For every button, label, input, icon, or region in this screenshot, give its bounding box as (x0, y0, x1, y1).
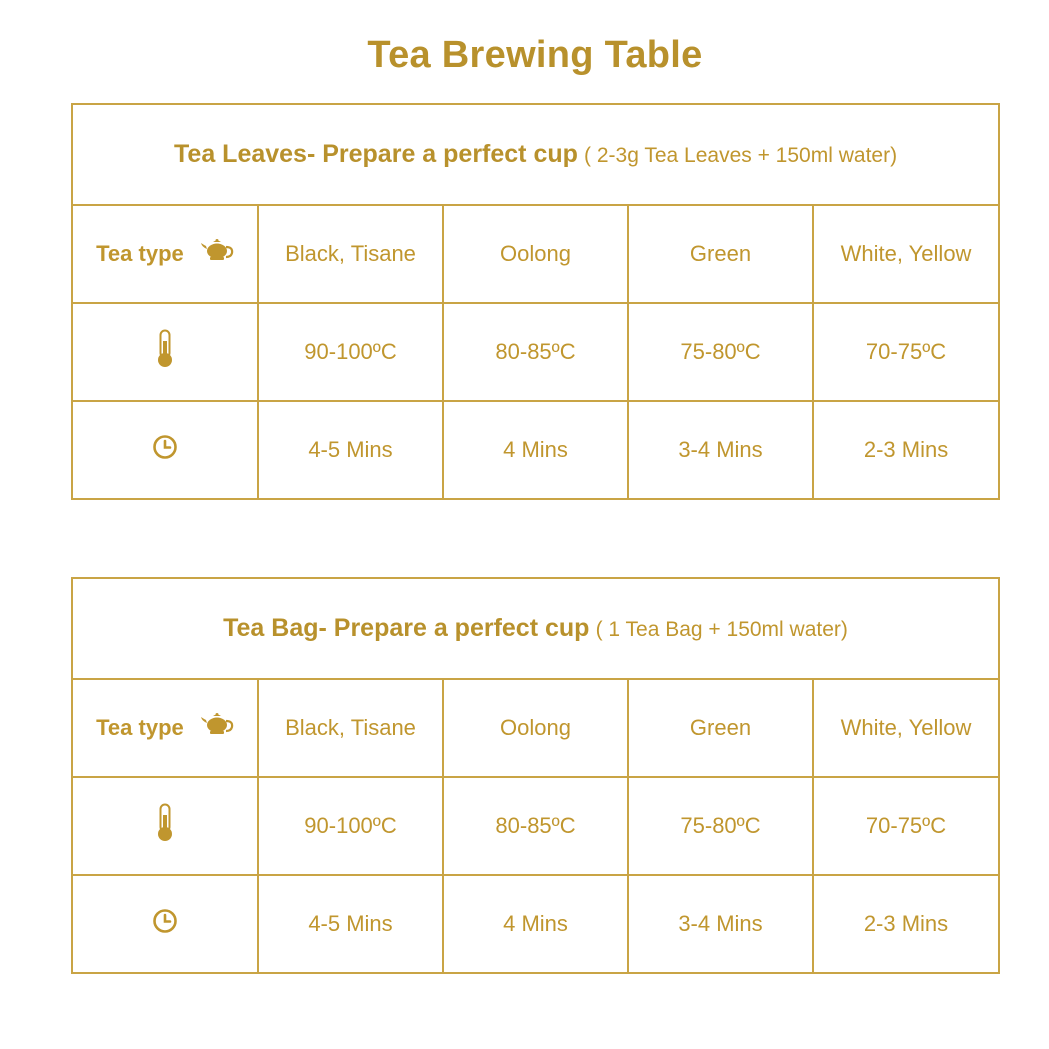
time-row (72, 875, 999, 973)
tea-type-label-cell (72, 679, 258, 777)
teapot-icon (200, 713, 234, 741)
table-header-subtitle: ( 1 Tea Bag + 150ml water) (595, 618, 848, 641)
temperature-label-cell (72, 777, 258, 875)
tea-type-row (72, 679, 999, 777)
tea-type-cell: White, Yellow (813, 205, 999, 303)
time-cell: 2-3 Mins (813, 875, 999, 973)
table-header (72, 104, 999, 205)
teapot-icon (200, 239, 234, 267)
temperature-cell: 70-75ºC (813, 303, 999, 401)
tea-type-cell: Oolong (443, 679, 628, 777)
time-cell: 4 Mins (443, 875, 628, 973)
temperature-cell: 70-75ºC (813, 777, 999, 875)
tea-type-cell: Black, Tisane (258, 679, 443, 777)
time-cell: 3-4 Mins (628, 875, 813, 973)
temperature-cell: 80-85ºC (443, 303, 628, 401)
time-row (72, 401, 999, 499)
temperature-cell: 75-80ºC (628, 777, 813, 875)
tea-leaves-table (71, 103, 1000, 500)
table-header (72, 578, 999, 679)
time-cell: 3-4 Mins (628, 401, 813, 499)
temperature-cell: 80-85ºC (443, 777, 628, 875)
page-title: Tea Brewing Table (367, 34, 703, 76)
table-header-title: Tea Bag- Prepare a perfect cup (223, 614, 590, 642)
time-cell: 4 Mins (443, 401, 628, 499)
temperature-row (72, 777, 999, 875)
table-header-title: Tea Leaves- Prepare a perfect cup (174, 140, 578, 168)
thermometer-icon (156, 329, 174, 375)
tea-type-cell: White, Yellow (813, 679, 999, 777)
time-cell: 4-5 Mins (258, 401, 443, 499)
temperature-row (72, 303, 999, 401)
tea-type-label-cell (72, 205, 258, 303)
tea-type-cell: Oolong (443, 205, 628, 303)
thermometer-icon (156, 803, 174, 849)
tea-type-label: Tea type (96, 240, 184, 266)
tea-type-cell: Green (628, 205, 813, 303)
tea-type-row (72, 205, 999, 303)
time-label-cell (72, 875, 258, 973)
time-cell: 4-5 Mins (258, 875, 443, 973)
tea-type-cell: Black, Tisane (258, 205, 443, 303)
clock-icon (152, 908, 178, 940)
temperature-cell: 75-80ºC (628, 303, 813, 401)
temperature-cell: 90-100ºC (258, 777, 443, 875)
tea-type-label: Tea type (96, 714, 184, 740)
time-cell: 2-3 Mins (813, 401, 999, 499)
tea-bag-table (71, 577, 1000, 974)
temperature-cell: 90-100ºC (258, 303, 443, 401)
table-header-subtitle: ( 2-3g Tea Leaves + 150ml water) (584, 144, 898, 167)
temperature-label-cell (72, 303, 258, 401)
clock-icon (152, 434, 178, 466)
tea-type-cell: Green (628, 679, 813, 777)
time-label-cell (72, 401, 258, 499)
